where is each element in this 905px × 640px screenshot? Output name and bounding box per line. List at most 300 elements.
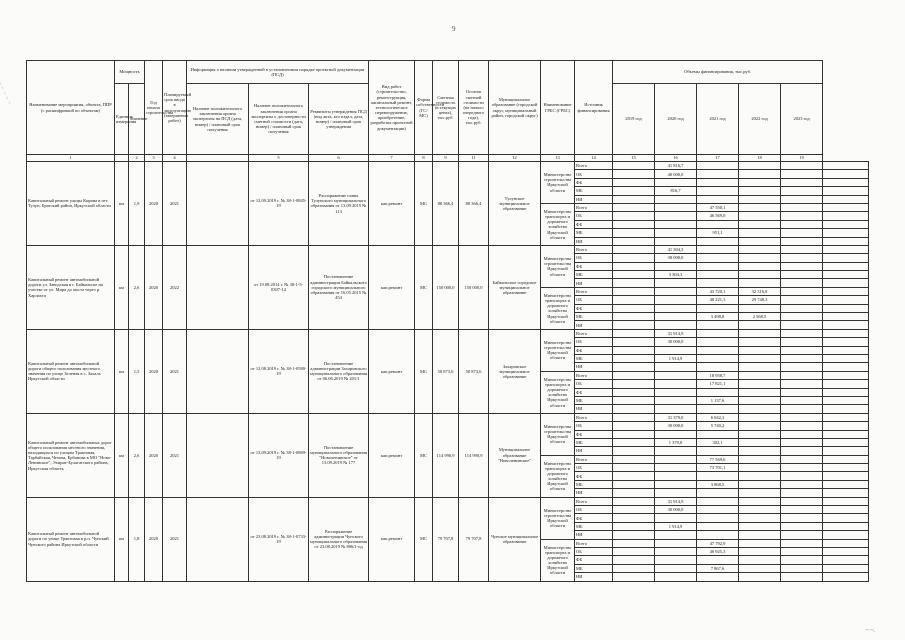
work-type: кап.ремонт <box>369 497 415 581</box>
amount-2022 <box>739 506 781 514</box>
amount-2019 <box>613 212 655 220</box>
amount-2023 <box>781 380 823 388</box>
col-capacity-header: Мощность <box>115 61 145 84</box>
amount-2019 <box>613 354 655 362</box>
amount-2022 <box>739 464 781 472</box>
amount-2023 <box>781 455 823 463</box>
amount-2021: 73 701,1 <box>697 464 739 472</box>
approval-details: Распоряжение главы Тулунского муниципального образования от 13.09.2019 № 113 <box>309 162 369 246</box>
start-year: 2020 <box>145 497 163 581</box>
table-row <box>27 245 869 253</box>
amount-2021 <box>697 338 739 346</box>
amount-2021: 3 498,8 <box>697 313 739 321</box>
start-year: 2020 <box>145 245 163 329</box>
amount-2022: 32 316,8 <box>739 287 781 295</box>
amount-2021 <box>697 279 739 287</box>
amount-2020 <box>655 237 697 245</box>
column-number: 4 <box>163 155 187 162</box>
amount-2021 <box>697 271 739 279</box>
amount-2022 <box>739 279 781 287</box>
amount-2020: 30 000,0 <box>655 506 697 514</box>
funding-source: ОБ <box>575 422 613 430</box>
funding-source: ФБ <box>575 472 613 480</box>
amount-2023 <box>781 287 823 295</box>
amount-2022 <box>739 380 781 388</box>
amount-2022 <box>739 321 781 329</box>
amount-2019 <box>613 321 655 329</box>
amount-2023 <box>781 422 823 430</box>
amount-2021: 47 792,9 <box>697 539 739 547</box>
amount-2022 <box>739 203 781 211</box>
amount-2019 <box>613 254 655 262</box>
amount-2019 <box>613 203 655 211</box>
object-name: Капитальный ремонт автомобильной дороги общего пользования местного значения по улице Зеленая в с. Захаль Иркутской области <box>27 329 115 413</box>
funding-source: НИ <box>575 447 613 455</box>
col-ownership-header: Форма собственности (ГС/МС) <box>415 61 433 155</box>
amount-2023 <box>781 506 823 514</box>
amount-2023 <box>781 497 823 505</box>
amount-2019 <box>613 363 655 371</box>
amount-2020 <box>655 178 697 186</box>
expertise-conclusion <box>187 413 249 497</box>
amount-2024 <box>823 338 869 346</box>
amount-2020 <box>655 464 697 472</box>
funding-source: Всего <box>575 329 613 337</box>
amount-2022 <box>739 170 781 178</box>
amount-2023 <box>781 363 823 371</box>
funding-source: НИ <box>575 489 613 497</box>
amount-2020 <box>655 313 697 321</box>
amount-2022 <box>739 271 781 279</box>
capacity-value: 1,9 <box>129 162 145 246</box>
end-year: 2021 <box>163 497 187 581</box>
funding-source: ОБ <box>575 254 613 262</box>
funding-source: ОБ <box>575 170 613 178</box>
amount-2021 <box>697 472 739 480</box>
column-number: 19 <box>781 155 823 162</box>
amount-2023 <box>781 170 823 178</box>
amount-2021: 40 925,3 <box>697 547 739 555</box>
amount-2023 <box>781 313 823 321</box>
amount-2023 <box>781 262 823 270</box>
amount-2024 <box>823 178 869 186</box>
col-approval-header: Реквизиты утверждения ПСД (вид акта, кто издал, дата, номер) / плановый срок утверждения <box>309 84 369 155</box>
col-funding-header: Объемы финансирования, тыс.руб. <box>613 61 823 84</box>
amount-2020 <box>655 203 697 211</box>
grbs-name: Министерство транспорта и дорожного хозяйства Иркутской области <box>541 371 575 413</box>
amount-2019 <box>613 262 655 270</box>
amount-2021: 3 868,5 <box>697 480 739 488</box>
amount-2022 <box>739 396 781 404</box>
amount-2022 <box>739 455 781 463</box>
amount-2024 <box>823 187 869 195</box>
amount-2024 <box>823 438 869 446</box>
amount-2019 <box>613 480 655 488</box>
amount-2023 <box>781 430 823 438</box>
amount-2021 <box>697 522 739 530</box>
capacity-unit: км <box>115 413 129 497</box>
object-name: Капитальный ремонт автомобильных дорог общего пользования местного значения, находящихся по улицам Трактовая, Тарбайская, Чехова, Ербанова в МО "Ново-Ленинское", Эхирит-Булагатского района, Иркутская область <box>27 413 115 497</box>
column-number: 15 <box>613 155 655 162</box>
amount-2023 <box>781 296 823 304</box>
amount-2022 <box>739 245 781 253</box>
amount-2020: 1 914,9 <box>655 522 697 530</box>
amount-2019 <box>613 178 655 186</box>
amount-2020 <box>655 212 697 220</box>
grbs-name: Министерство строительства Иркутской области <box>541 413 575 455</box>
amount-2022 <box>739 262 781 270</box>
amount-2019 <box>613 472 655 480</box>
funding-source: ФБ <box>575 262 613 270</box>
amount-2020 <box>655 229 697 237</box>
amount-2023 <box>781 556 823 564</box>
amount-2023 <box>781 531 823 539</box>
amount-2020 <box>655 514 697 522</box>
funding-source: МБ <box>575 564 613 572</box>
amount-2019 <box>613 547 655 555</box>
amount-2020: 30 000,0 <box>655 338 697 346</box>
amount-2023 <box>781 338 823 346</box>
amount-2020: 38 000,0 <box>655 254 697 262</box>
amount-2024 <box>823 254 869 262</box>
amount-2023 <box>781 346 823 354</box>
ownership: МС <box>415 329 433 413</box>
amount-2022 <box>739 472 781 480</box>
amount-2023 <box>781 279 823 287</box>
amount-2024 <box>823 220 869 228</box>
amount-2022 <box>739 422 781 430</box>
municipality: Захаровское муниципальное образование <box>489 329 541 413</box>
amount-2019 <box>613 388 655 396</box>
start-year: 2020 <box>145 329 163 413</box>
reliability-conclusion: от 12.09.2019 г. № 38-1-0845-19 <box>249 162 309 246</box>
amount-2019 <box>613 405 655 413</box>
amount-2023 <box>781 203 823 211</box>
amount-2022 <box>739 371 781 379</box>
amount-2020: 816,7 <box>655 187 697 195</box>
amount-2023 <box>781 464 823 472</box>
amount-2021 <box>697 430 739 438</box>
amount-2024 <box>823 447 869 455</box>
amount-2021: 47 550,1 <box>697 203 739 211</box>
amount-2020 <box>655 455 697 463</box>
column-number: 7 <box>369 155 415 162</box>
amount-2021 <box>697 346 739 354</box>
funding-source: Всего <box>575 455 613 463</box>
amount-2024 <box>823 229 869 237</box>
amount-2021 <box>697 329 739 337</box>
amount-2022 <box>739 363 781 371</box>
amount-2020: 31 914,9 <box>655 497 697 505</box>
amount-2019 <box>613 371 655 379</box>
funding-source: Всего <box>575 497 613 505</box>
end-year: 2021 <box>163 162 187 246</box>
amount-2020: 41 304,3 <box>655 245 697 253</box>
amount-2021 <box>697 254 739 262</box>
amount-2020: 3 304,3 <box>655 271 697 279</box>
amount-2023 <box>781 229 823 237</box>
amount-2022 <box>739 556 781 564</box>
amount-2019 <box>613 531 655 539</box>
amount-2023 <box>781 304 823 312</box>
amount-2019 <box>613 447 655 455</box>
amount-2019 <box>613 271 655 279</box>
funding-source: Всего <box>575 413 613 421</box>
amount-2019 <box>613 162 655 170</box>
col-expertise-header: Наличие положительного заключения органа экспертизы на ПСД (дата, номер) / плановый срок получения <box>187 84 249 155</box>
amount-2023 <box>781 489 823 497</box>
amount-2024 <box>823 203 869 211</box>
funding-source: ОБ <box>575 464 613 472</box>
amount-2024 <box>823 539 869 547</box>
amount-2020 <box>655 296 697 304</box>
amount-2023 <box>781 237 823 245</box>
amount-2024 <box>823 304 869 312</box>
funding-source: ФБ <box>575 178 613 186</box>
amount-2022 <box>739 497 781 505</box>
amount-2019 <box>613 245 655 253</box>
amount-2019 <box>613 497 655 505</box>
funding-source: ФБ <box>575 304 613 312</box>
handwritten-mark: ~ ~. <box>865 628 875 634</box>
amount-2021 <box>697 178 739 186</box>
amount-2020 <box>655 388 697 396</box>
capacity-value: 2,6 <box>129 413 145 497</box>
funding-source: НИ <box>575 531 613 539</box>
grbs-name: Министерство транспорта и дорожного хозяйства Иркутской области <box>541 203 575 245</box>
amount-2022 <box>739 346 781 354</box>
remaining-cost: 50 873,6 <box>459 329 489 413</box>
amount-2023 <box>781 514 823 522</box>
amount-2019 <box>613 413 655 421</box>
amount-2024 <box>823 472 869 480</box>
amount-2020 <box>655 396 697 404</box>
work-type: кап.ремонт <box>369 162 415 246</box>
column-number: 18 <box>739 155 781 162</box>
amount-2019 <box>613 313 655 321</box>
ownership: МС <box>415 497 433 581</box>
ownership: МС <box>415 413 433 497</box>
amount-2024 <box>823 279 869 287</box>
funding-source: ФБ <box>575 430 613 438</box>
grbs-name: Министерство строительства Иркутской области <box>541 329 575 371</box>
amount-2020: 41 816,7 <box>655 162 697 170</box>
amount-2024 <box>823 346 869 354</box>
amount-2020: 30 000,0 <box>655 422 697 430</box>
funding-source: МБ <box>575 229 613 237</box>
table-row <box>27 497 869 505</box>
amount-2024 <box>823 547 869 555</box>
amount-2019 <box>613 396 655 404</box>
amount-2021 <box>697 573 739 581</box>
amount-2024 <box>823 564 869 572</box>
funding-source: ФБ <box>575 514 613 522</box>
amount-2024 <box>823 371 869 379</box>
amount-2024 <box>823 271 869 279</box>
column-number: 6 <box>309 155 369 162</box>
amount-2024 <box>823 464 869 472</box>
funding-source: НИ <box>575 195 613 203</box>
amount-2020 <box>655 405 697 413</box>
funding-source: Всего <box>575 203 613 211</box>
amount-2022: 29 748,3 <box>739 296 781 304</box>
amount-2021 <box>697 514 739 522</box>
amount-2019 <box>613 170 655 178</box>
funding-source: НИ <box>575 573 613 581</box>
amount-2024 <box>823 489 869 497</box>
amount-2022 <box>739 354 781 362</box>
amount-2024 <box>823 313 869 321</box>
amount-2019 <box>613 514 655 522</box>
capacity-unit: км <box>115 245 129 329</box>
column-number: 13 <box>541 155 575 162</box>
amount-2021 <box>697 388 739 396</box>
amount-2020 <box>655 363 697 371</box>
amount-2020: 40 000,0 <box>655 170 697 178</box>
amount-2021: 6 042,3 <box>697 413 739 421</box>
amount-2023 <box>781 438 823 446</box>
reliability-conclusion: от 12.08.2019 г. № 38-1-0580-19 <box>249 329 309 413</box>
amount-2024 <box>823 170 869 178</box>
amount-2023 <box>781 329 823 337</box>
column-number-row <box>27 155 869 162</box>
amount-2022 <box>739 430 781 438</box>
amount-2021 <box>697 195 739 203</box>
amount-2020 <box>655 480 697 488</box>
amount-2022 <box>739 489 781 497</box>
amount-2024 <box>823 212 869 220</box>
grbs-name: Министерство строительства Иркутской области <box>541 497 575 539</box>
amount-2021 <box>697 187 739 195</box>
amount-2022 <box>739 438 781 446</box>
capacity-unit: км <box>115 329 129 413</box>
funding-source: МБ <box>575 187 613 195</box>
column-number: 8 <box>415 155 433 162</box>
funding-table <box>26 60 869 582</box>
funding-source: ФБ <box>575 346 613 354</box>
amount-2021 <box>697 304 739 312</box>
table-row <box>27 162 869 170</box>
amount-2020 <box>655 556 697 564</box>
amount-2019 <box>613 556 655 564</box>
amount-2021: 951,1 <box>697 229 739 237</box>
amount-2019 <box>613 430 655 438</box>
amount-2019 <box>613 539 655 547</box>
object-name: Капитальный ремонт автомобильной дороги по улице Трактовая в р.п. Чунский Чунского района Иркутской области <box>27 497 115 581</box>
year-header: 2021 год <box>697 84 739 155</box>
amount-2020 <box>655 489 697 497</box>
amount-2022 <box>739 573 781 581</box>
amount-2021 <box>697 262 739 270</box>
municipality: Муниципальное образование "Новоленинское" <box>489 413 541 497</box>
funding-source: ФБ <box>575 388 613 396</box>
amount-2021: 46 569,0 <box>697 212 739 220</box>
approval-details: Постановление муниципального образования "Новоленинское" от 13.09.2019 № 177 <box>309 413 369 497</box>
table-row <box>27 329 869 337</box>
funding-source: Всего <box>575 162 613 170</box>
funding-source: ФБ <box>575 556 613 564</box>
amount-2022 <box>739 229 781 237</box>
amount-2019 <box>613 329 655 337</box>
remaining-cost: 79 707,8 <box>459 497 489 581</box>
amount-2023 <box>781 162 823 170</box>
remaining-cost: 88 366,4 <box>459 162 489 246</box>
funding-source: МБ <box>575 522 613 530</box>
municipality: Чунское муниципальное образование <box>489 497 541 581</box>
amount-2024 <box>823 480 869 488</box>
funding-source: НИ <box>575 405 613 413</box>
amount-2022 <box>739 547 781 555</box>
amount-2023 <box>781 245 823 253</box>
amount-2024 <box>823 262 869 270</box>
amount-2024 <box>823 388 869 396</box>
object-name: Капитальный ремонт автомобильной дороги ул. Заводская в г. Байкальске на участке от ул. Мира до моста через р. Харлахта <box>27 245 115 329</box>
estimated-cost: 150 000,0 <box>433 245 459 329</box>
amount-2021 <box>697 237 739 245</box>
column-number: 5 <box>249 155 309 162</box>
amount-2020 <box>655 304 697 312</box>
amount-2019 <box>613 229 655 237</box>
amount-2022 <box>739 237 781 245</box>
funding-source: НИ <box>575 237 613 245</box>
amount-2022 <box>739 522 781 530</box>
amount-2019 <box>613 464 655 472</box>
amount-2021 <box>697 170 739 178</box>
amount-2019 <box>613 279 655 287</box>
amount-2021 <box>697 162 739 170</box>
amount-2021: 302,1 <box>697 438 739 446</box>
amount-2022 <box>739 195 781 203</box>
amount-2021: 77 569,6 <box>697 455 739 463</box>
year-header: 2022 год <box>739 84 781 155</box>
col-cost-header: Сметная стоимость (в текущих ценах), тыс.руб. <box>433 61 459 155</box>
column-number: 12 <box>489 155 541 162</box>
amount-2021: 1 137,6 <box>697 396 739 404</box>
estimated-cost: 50 873,6 <box>433 329 459 413</box>
reliability-conclusion: от 19.08.2014 г. № 38-1-5-0307-14 <box>249 245 309 329</box>
amount-2023 <box>781 212 823 220</box>
amount-2020 <box>655 447 697 455</box>
amount-2023 <box>781 413 823 421</box>
funding-source: Всего <box>575 371 613 379</box>
col-grbs-header: Наименование ГРБС (ГРБС) <box>541 61 575 155</box>
work-type: кап.ремонт <box>369 329 415 413</box>
approval-details: Постановление администрации Байкальского городского муниципального образования от 16.05.2015 № 454 <box>309 245 369 329</box>
amount-2020 <box>655 371 697 379</box>
col-remaining-header: Остаток сметной стоимости (на начало очередного года), тыс.руб. <box>459 61 489 155</box>
funding-source: МБ <box>575 313 613 321</box>
amount-2024 <box>823 573 869 581</box>
funding-source: ОБ <box>575 547 613 555</box>
amount-2021: 18 958,7 <box>697 371 739 379</box>
expertise-conclusion <box>187 329 249 413</box>
table-body <box>27 155 869 582</box>
col-start-year-header: Год начала строительства <box>145 61 163 155</box>
amount-2020 <box>655 472 697 480</box>
amount-2022 <box>739 220 781 228</box>
amount-2022 <box>739 162 781 170</box>
approval-details: Распоряжение администрации Чунского муниципального образования от 23.08.2019 № 806/1-од <box>309 497 369 581</box>
reliability-conclusion: от 13.09.2019 г. № 38-1-0869-19 <box>249 413 309 497</box>
col-reliability-header: Наличие положительного заключения органа экспертизы о достоверности сметной стоимости (дата, номер) / плановый срок получения <box>249 84 309 155</box>
column-number: 14 <box>575 155 613 162</box>
amount-2021 <box>697 220 739 228</box>
amount-2020: 1 914,9 <box>655 354 697 362</box>
amount-2024 <box>823 245 869 253</box>
capacity-unit: км <box>115 162 129 246</box>
amount-2023 <box>781 187 823 195</box>
amount-2023 <box>781 564 823 572</box>
